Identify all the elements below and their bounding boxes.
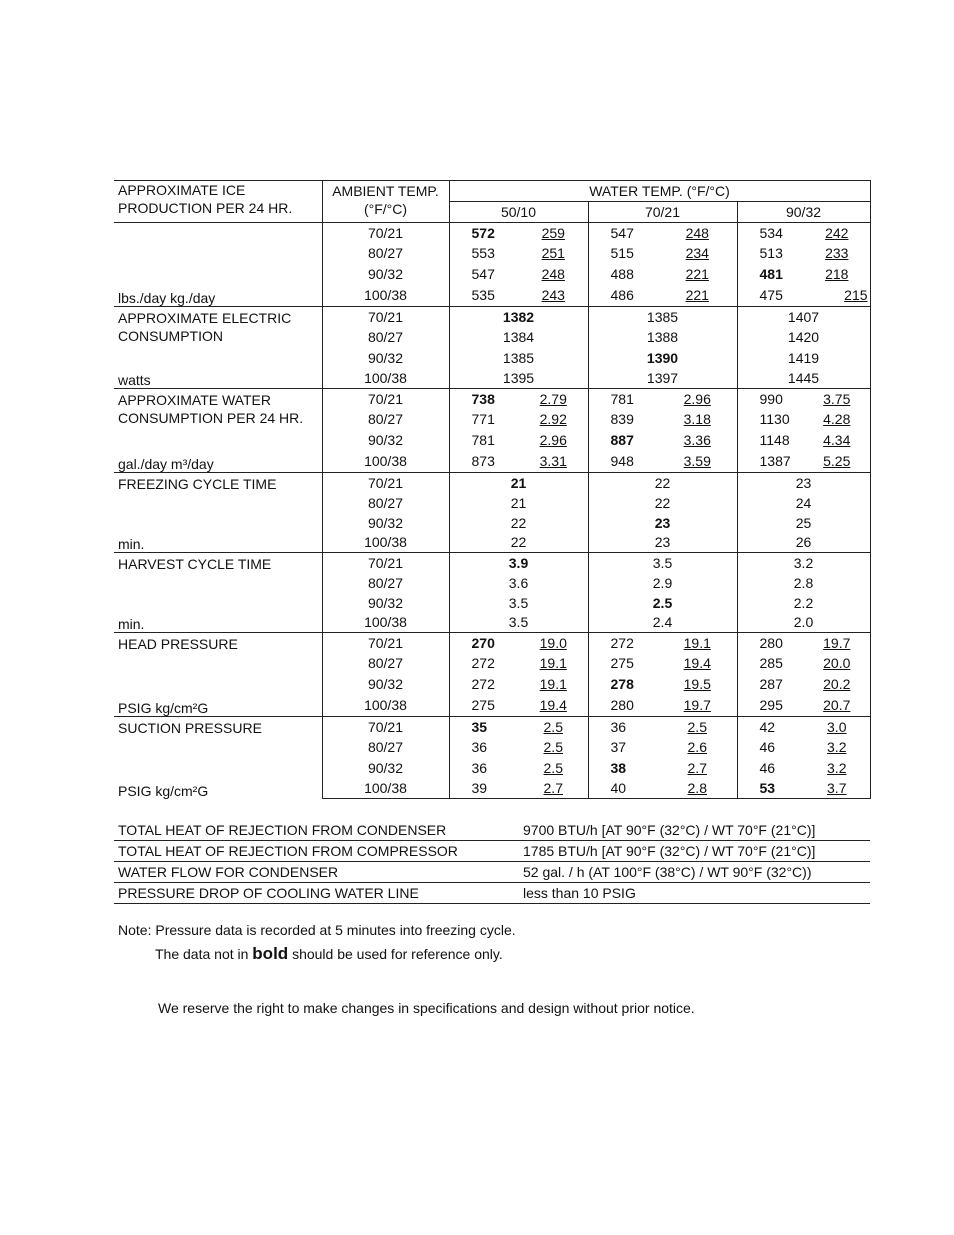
header-water-temp: WATER TEMP. (°F/°C): [449, 181, 870, 202]
value-metric: [804, 451, 870, 473]
value-metric-text: 19.0: [539, 634, 567, 651]
value-single: 3.2: [737, 553, 870, 573]
value-metric: [804, 737, 870, 758]
value-lb: 280: [610, 697, 634, 714]
ambient-temp: 70/21: [322, 553, 449, 573]
value-metric-text: 248: [685, 224, 709, 241]
value-single: 3.9: [449, 553, 588, 573]
category-title: APPROXIMATE WATER CONSUMPTION PER 24 HR.: [118, 392, 304, 426]
heat-label: TOTAL HEAT OF REJECTION FROM CONDENSER: [118, 822, 447, 838]
value-metric-text: 3.18: [683, 411, 711, 427]
ambient-temp: 100/38: [322, 779, 449, 799]
value-single: 23: [588, 513, 737, 533]
heat-value: less than 10 PSIG: [523, 885, 636, 901]
value-metric: [658, 243, 737, 264]
ambient-temp: 80/27: [322, 573, 449, 593]
value-lb: 36: [471, 760, 488, 776]
value-single: 1385: [449, 348, 588, 369]
unit-label: lbs./day kg./day: [118, 290, 216, 306]
value-metric-text: 2.92: [539, 411, 567, 427]
value-metric: [519, 430, 588, 451]
value-lb: 1387: [759, 453, 791, 470]
category-title: HEAD PRESSURE: [118, 636, 238, 652]
row-category-harvest: [114, 553, 322, 633]
value-lb: 36: [471, 739, 488, 755]
value-metric: [658, 451, 737, 473]
ambient-temp: 100/38: [322, 613, 449, 633]
row-category-ice: [114, 223, 322, 307]
value-lb: 272: [471, 676, 495, 692]
note-line: Note: Pressure data is recorded at 5 minutes into freezing cycle.: [118, 922, 516, 938]
ambient-temp: 70/21: [322, 717, 449, 737]
value-lb: 285: [759, 655, 783, 671]
value-metric: [519, 633, 588, 653]
value-metric-text: 233: [825, 245, 849, 261]
value-single: 26: [737, 533, 870, 553]
table-row: [114, 717, 870, 737]
value-metric-text: 20.7: [823, 697, 851, 714]
value-metric-text: 19.5: [683, 676, 711, 692]
header-water-col: 70/21: [588, 202, 737, 223]
value-metric-text: 2.79: [539, 390, 567, 407]
ambient-temp: 80/27: [322, 653, 449, 674]
value-lb: 295: [759, 697, 783, 714]
value-lb: 1130: [759, 411, 790, 427]
value-metric: [519, 674, 588, 695]
value-lb: 515: [610, 245, 634, 261]
value-metric-text: 19.1: [539, 676, 567, 692]
value-metric-text: 19.4: [683, 655, 711, 671]
value-lb: 990: [737, 389, 804, 409]
value-metric: [658, 223, 737, 243]
value-metric-text: 242: [825, 224, 849, 241]
value-metric-text: 259: [541, 224, 565, 241]
value-metric-text: 19.4: [539, 697, 567, 714]
value-lb: 287: [759, 676, 783, 692]
ambient-temp: 90/32: [322, 264, 449, 285]
value-single: 3.5: [588, 553, 737, 573]
ambient-temp: 100/38: [322, 369, 449, 389]
value-metric-text: 2.8: [687, 780, 707, 797]
value-lb: 40: [588, 779, 658, 799]
value-metric-text: 2.7: [687, 760, 707, 776]
category-title: HARVEST CYCLE TIME: [118, 556, 272, 572]
value-single: 3.5: [449, 593, 588, 613]
value-single: 1385: [588, 307, 737, 327]
heat-label: TOTAL HEAT OF REJECTION FROM COMPRESSOR: [118, 843, 458, 859]
value-single: 25: [737, 513, 870, 533]
value-single: 1382: [449, 307, 588, 327]
value-metric-text: 2.96: [539, 432, 567, 448]
value-single: 3.5: [449, 613, 588, 633]
value-metric: [658, 653, 737, 674]
value-metric-text: 3.59: [683, 453, 711, 470]
value-metric: [804, 717, 870, 737]
value-metric-text: 2.5: [687, 718, 707, 735]
value-metric: [658, 409, 737, 430]
value-metric: [519, 717, 588, 737]
value-metric: [658, 389, 737, 409]
row-category-head: [114, 633, 322, 717]
value-lb: 839: [610, 411, 634, 427]
value-lb: 275: [610, 655, 634, 671]
value-lb: 781: [471, 432, 495, 448]
value-lb: 270: [449, 633, 519, 653]
value-metric-text: 251: [541, 245, 565, 261]
category-title: SUCTION PRESSURE: [118, 720, 262, 736]
category-title: FREEZING CYCLE TIME: [118, 476, 277, 492]
table-row: [114, 473, 870, 493]
value-metric: [804, 758, 870, 779]
value-single: 1390: [588, 348, 737, 369]
value-metric-text: 3.0: [827, 718, 847, 735]
value-metric: [658, 674, 737, 695]
ambient-temp: 70/21: [322, 473, 449, 493]
unit-label: gal./day m³/day: [118, 456, 214, 472]
table-row: [114, 389, 870, 409]
heat-value: 9700 BTU/h [AT 90°F (32°C) / WT 70°F (21°C)]: [523, 822, 816, 838]
ambient-temp: 80/27: [322, 243, 449, 264]
note-text: should be used for reference only.: [288, 946, 503, 962]
value-single: 1384: [449, 327, 588, 348]
ambient-temp: 90/32: [322, 430, 449, 451]
heat-row: [114, 883, 870, 904]
ambient-temp: 80/27: [322, 493, 449, 513]
value-single: 23: [737, 473, 870, 493]
ambient-temp: 90/32: [322, 758, 449, 779]
value-metric-text: 3.7: [827, 780, 847, 797]
value-lb: 481: [759, 266, 783, 282]
value-metric-text: 3.36: [683, 432, 711, 448]
value-lb: 572: [449, 223, 519, 243]
heat-row: [114, 841, 870, 862]
value-metric-text: 3.2: [827, 760, 847, 776]
value-single: 22: [588, 493, 737, 513]
unit-label: watts: [118, 372, 151, 388]
value-metric-text: 215: [844, 287, 868, 304]
header-production-label: APPROXIMATE ICE PRODUCTION PER 24 HR.: [114, 181, 322, 223]
value-lb: 37: [610, 739, 627, 755]
value-single: 1407: [737, 307, 870, 327]
value-metric: [519, 653, 588, 674]
value-lb: 486: [610, 287, 634, 304]
value-lb: 738: [449, 389, 519, 409]
value-lb: 272: [471, 655, 495, 671]
value-single: 2.5: [588, 593, 737, 613]
value-metric: [804, 264, 870, 285]
ambient-temp: 70/21: [322, 307, 449, 327]
value-lb: 42: [737, 717, 804, 737]
value-metric: [658, 737, 737, 758]
value-lb: 275: [471, 697, 495, 714]
value-single: 1395: [449, 369, 588, 389]
ambient-temp: 100/38: [322, 451, 449, 473]
value-metric-text: 234: [685, 245, 709, 261]
note-bold-word: bold: [252, 944, 289, 963]
value-metric: [658, 264, 737, 285]
value-lb: 887: [610, 432, 634, 448]
ambient-temp: 80/27: [322, 409, 449, 430]
value-metric: [658, 430, 737, 451]
value-metric-text: 218: [825, 266, 849, 282]
reserve-notice: We reserve the right to make changes in specifications and design without prior notice.: [158, 1000, 695, 1016]
table-row: [114, 307, 870, 327]
value-single: 1388: [588, 327, 737, 348]
value-lb: 46: [759, 760, 776, 776]
value-metric: [658, 285, 737, 307]
value-lb: 873: [471, 453, 495, 470]
value-lb: 534: [737, 223, 804, 243]
value-lb: 488: [610, 266, 634, 282]
value-single: 23: [588, 533, 737, 553]
heat-value: 1785 BTU/h [AT 90°F (32°C) / WT 70°F (21°C)]: [523, 843, 816, 859]
value-lb: 553: [471, 245, 495, 261]
value-lb: 513: [759, 245, 783, 261]
value-metric: [519, 758, 588, 779]
row-category-freezing: [114, 473, 322, 553]
value-lb: 781: [588, 389, 658, 409]
value-metric-text: 3.31: [539, 453, 567, 470]
value-metric: [658, 717, 737, 737]
value-metric: [804, 285, 870, 307]
ambient-temp: 100/38: [322, 695, 449, 717]
value-metric: [658, 758, 737, 779]
value-lb: 547: [471, 266, 495, 282]
value-single: 22: [588, 473, 737, 493]
value-lb: 771: [471, 411, 495, 427]
row-category-water: [114, 389, 322, 473]
unit-label: min.: [118, 536, 145, 552]
value-metric-text: 3.75: [823, 390, 851, 407]
heat-label: PRESSURE DROP OF COOLING WATER LINE: [118, 885, 419, 901]
value-single: 2.0: [737, 613, 870, 633]
value-metric-text: 221: [685, 287, 709, 304]
unit-label: PSIG kg/cm²G: [118, 700, 209, 716]
value-metric: [804, 674, 870, 695]
value-lb: 53: [737, 779, 804, 799]
note-bold-reference: [155, 944, 503, 964]
value-metric: [519, 737, 588, 758]
heat-row: [114, 862, 870, 883]
value-metric: [658, 779, 737, 799]
value-metric: [519, 223, 588, 243]
note-text: The data not in: [155, 946, 253, 962]
value-metric-text: 5.25: [823, 453, 851, 470]
value-metric-text: 3.2: [827, 739, 847, 755]
value-lb: 39: [449, 779, 519, 799]
value-metric-text: 4.28: [823, 411, 851, 427]
value-metric-text: 19.7: [823, 634, 851, 651]
ambient-temp: 80/27: [322, 327, 449, 348]
ambient-temp: 80/27: [322, 737, 449, 758]
ambient-temp: 70/21: [322, 223, 449, 243]
value-metric: [658, 633, 737, 653]
value-lb: 46: [759, 739, 776, 755]
ambient-temp: 90/32: [322, 674, 449, 695]
value-lb: 36: [588, 717, 658, 737]
value-metric-text: 2.6: [687, 739, 707, 755]
value-metric-text: 19.1: [683, 634, 711, 651]
value-metric: [804, 653, 870, 674]
value-single: 22: [449, 533, 588, 553]
value-metric: [519, 695, 588, 717]
ambient-temp: 100/38: [322, 533, 449, 553]
value-single: 2.2: [737, 593, 870, 613]
value-metric-text: 243: [541, 287, 565, 304]
value-single: 3.6: [449, 573, 588, 593]
table-row: [114, 633, 870, 653]
heat-value: 52 gal. / h (AT 100°F (38°C) / WT 90°F (32°C)): [523, 864, 812, 880]
value-single: 2.9: [588, 573, 737, 593]
value-metric: [804, 223, 870, 243]
value-metric-text: 19.1: [539, 655, 567, 671]
unit-label: PSIG kg/cm²G: [118, 782, 209, 799]
value-single: 24: [737, 493, 870, 513]
value-metric-text: 2.5: [543, 760, 563, 776]
table-row: [114, 553, 870, 573]
value-metric-text: 248: [541, 266, 565, 282]
value-metric: [804, 633, 870, 653]
ambient-temp: 70/21: [322, 389, 449, 409]
value-single: 1445: [737, 369, 870, 389]
heat-row: [114, 820, 870, 841]
value-single: 22: [449, 513, 588, 533]
value-lb: 38: [610, 760, 627, 776]
ambient-temp: 90/32: [322, 593, 449, 613]
value-lb: 547: [588, 223, 658, 243]
ambient-temp: 70/21: [322, 633, 449, 653]
value-metric: [804, 243, 870, 264]
value-metric-text: 20.0: [823, 655, 851, 671]
value-metric-text: 221: [685, 266, 709, 282]
value-metric: [804, 695, 870, 717]
ambient-temp: 100/38: [322, 285, 449, 307]
value-metric: [804, 389, 870, 409]
value-metric-text: 19.7: [683, 697, 711, 714]
ambient-temp: 90/32: [322, 513, 449, 533]
value-metric-text: 20.2: [823, 676, 851, 692]
value-lb: 280: [737, 633, 804, 653]
unit-label: min.: [118, 616, 145, 632]
value-single: 1420: [737, 327, 870, 348]
value-single: 2.8: [737, 573, 870, 593]
heat-table: [114, 820, 870, 904]
value-metric-text: 2.7: [543, 780, 563, 797]
value-lb: 272: [588, 633, 658, 653]
spec-table: [114, 180, 871, 799]
value-metric: [519, 389, 588, 409]
header-water-col: 50/10: [449, 202, 588, 223]
value-metric-text: 2.5: [543, 718, 563, 735]
value-metric: [519, 243, 588, 264]
value-lb: 35: [449, 717, 519, 737]
value-metric: [519, 451, 588, 473]
value-single: 21: [449, 493, 588, 513]
value-lb: 278: [610, 676, 634, 692]
value-metric: [658, 695, 737, 717]
value-single: 1419: [737, 348, 870, 369]
value-metric: [804, 409, 870, 430]
value-lb: 535: [471, 287, 495, 304]
value-lb: 948: [610, 453, 634, 470]
value-metric: [519, 264, 588, 285]
value-metric: [519, 285, 588, 307]
category-title: APPROXIMATE ELECTRIC CONSUMPTION: [118, 310, 292, 344]
value-single: 1397: [588, 369, 737, 389]
value-lb: 1148: [759, 432, 790, 448]
value-metric: [519, 779, 588, 799]
value-metric-text: 4.34: [823, 432, 851, 448]
value-lb: 475: [759, 287, 783, 304]
value-single: 2.4: [588, 613, 737, 633]
header-water-col: 90/32: [737, 202, 870, 223]
value-single: 21: [449, 473, 588, 493]
ambient-temp: 90/32: [322, 348, 449, 369]
heat-label: WATER FLOW FOR CONDENSER: [118, 864, 339, 880]
value-metric-text: 2.5: [543, 739, 563, 755]
header-ambient: AMBIENT TEMP. (°F/°C): [322, 181, 449, 223]
table-row: [114, 223, 870, 243]
row-category-electric: [114, 307, 322, 389]
value-metric: [804, 779, 870, 799]
row-category-suction: [114, 717, 322, 799]
value-metric: [519, 409, 588, 430]
value-metric-text: 2.96: [683, 390, 711, 407]
value-metric: [804, 430, 870, 451]
